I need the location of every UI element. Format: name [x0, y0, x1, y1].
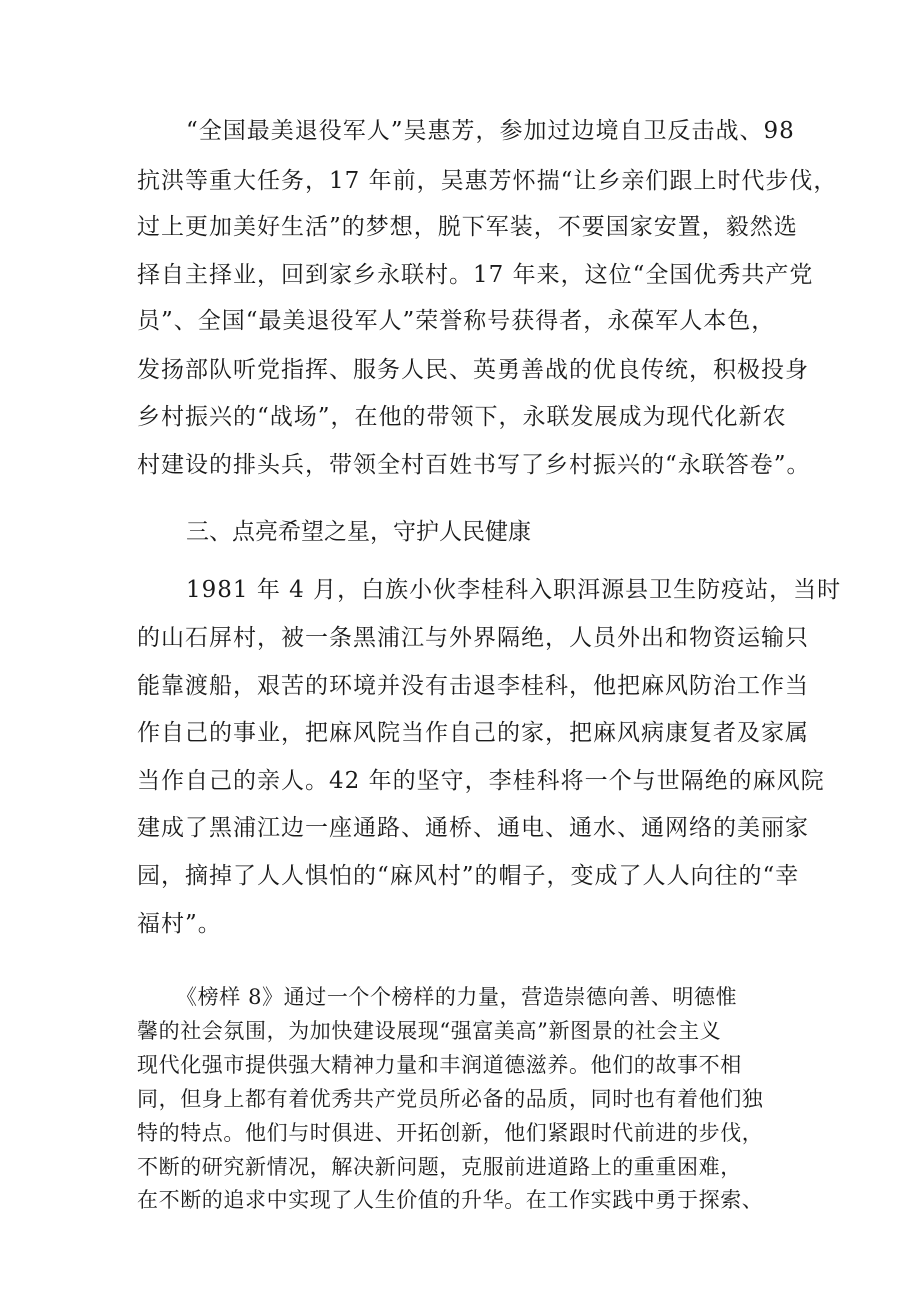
paragraph-line: 村建设的排头兵，带领全村百姓书写了乡村振兴的“永联答卷”。 — [137, 452, 811, 478]
paragraph-line: 发扬部队听党指挥、服务人民、英勇善战的优良传统，积极投身 — [137, 357, 809, 383]
paragraph-line: 当作自己的亲人。42 年的坚守，李桂科将一个与世隔绝的麻风院 — [137, 768, 825, 794]
paragraph-line: 作自己的事业，把麻风院当作自己的家，把麻风病康复者及家属 — [137, 720, 809, 746]
paragraph-line: 《榜样 8》通过一个个榜样的力量，营造崇德向善、明德惟 — [176, 985, 738, 1009]
paragraph-line: 同，但身上都有着优秀共产党员所必备的品质，同时也有着他们独 — [137, 1087, 764, 1111]
paragraph-line: 抗洪等重大任务，17 年前，吴惠芳怀揣“让乡亲们跟上时代步伐， — [137, 168, 838, 194]
paragraph-line: 能靠渡船，艰苦的环境并没有击退李桂科，他把麻风防治工作当 — [137, 673, 809, 699]
paragraph-line: 特的特点。他们与时俱进、开拓创新，他们紧跟时代前进的步伐， — [137, 1121, 764, 1145]
paragraph-line: 建成了黑浦江边一座通路、通桥、通电、通水、通网络的美丽家 — [137, 815, 809, 841]
paragraph-line: 乡村振兴的“战场”，在他的带领下，永联发展成为现代化新农 — [137, 404, 787, 430]
paragraph-line: 的山石屏村，被一条黑浦江与外界隔绝，人员外出和物资运输只 — [137, 625, 809, 651]
paragraph-line: 员”、全国“最美退役军人”荣誉称号获得者，永葆军人本色， — [137, 308, 776, 334]
paragraph-line: 在不断的追求中实现了人生价值的升华。在工作实践中勇于探索、 — [137, 1188, 764, 1212]
paragraph-line: 福村”。 — [137, 911, 222, 937]
section-heading: 三、点亮希望之星，守护人民健康 — [186, 519, 531, 545]
paragraph-line: 择自主择业，回到家乡永联村。17 年来，这位“全国优秀共产党 — [137, 262, 814, 288]
paragraph-line: 1981 年 4 月，白族小伙李桂科入职洱源县卫生防疫站，当时 — [186, 577, 842, 603]
paragraph-line: “全国最美退役军人”吴惠芳，参加过边境自卫反击战、98 — [186, 118, 795, 144]
paragraph-line: 园，摘掉了人人惧怕的“麻风村”的帽子，变成了人人向往的“幸 — [137, 863, 800, 889]
paragraph-line: 过上更加美好生活”的梦想，脱下军装，不要国家安置，毅然选 — [137, 214, 798, 240]
paragraph-line: 现代化强市提供强大精神力量和丰润道德滋养。他们的故事不相 — [137, 1053, 742, 1077]
paragraph-line: 不断的研究新情况，解决新问题，克服前进道路上的重重困难， — [137, 1155, 742, 1179]
paragraph-line: 馨的社会氛围，为加快建设展现“强富美高”新图景的社会主义 — [137, 1019, 722, 1043]
